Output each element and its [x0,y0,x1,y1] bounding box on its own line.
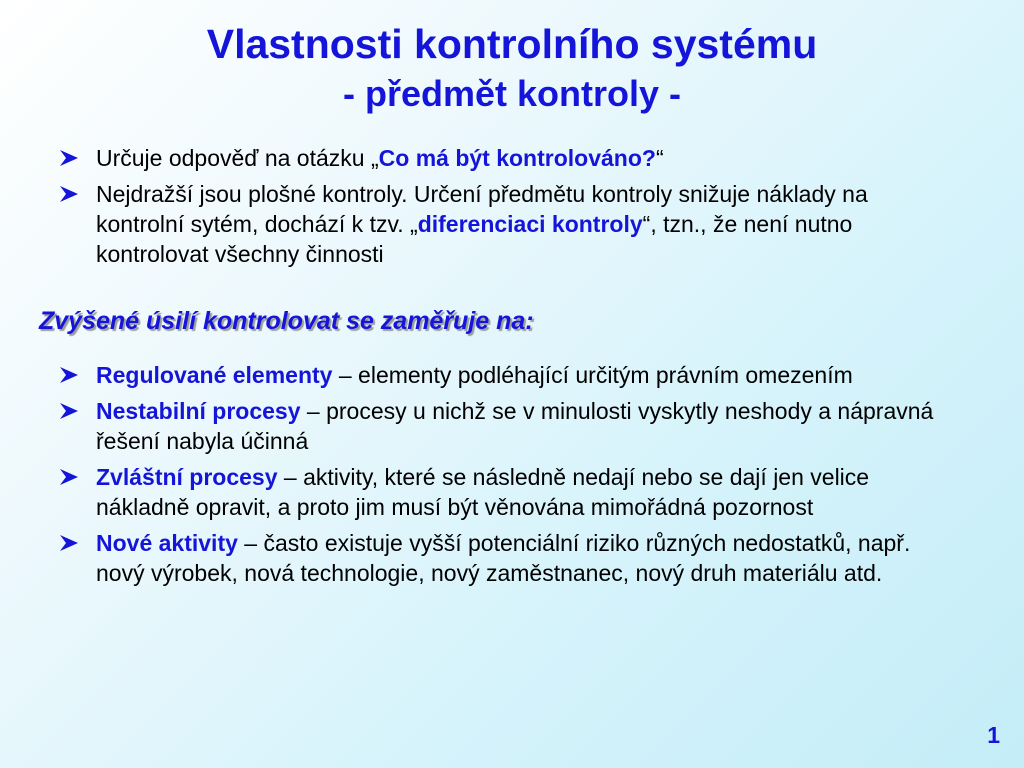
page-number: 1 [987,722,1000,748]
slide-subtitle: - předmět kontroly - [342,73,682,114]
item-text: “, tzn., že není nutno kontrolovat všechny činnosti [96,211,853,267]
item-highlight: Nestabilní procesy [96,398,301,424]
arrowhead-bullet-icon [58,528,82,558]
item-text: – procesy u nichž se v minulosti vyskytly neshody a nápravná řešení nabyla účinná [96,398,934,454]
list-item [58,360,958,390]
arrowhead-bullet-icon [58,396,82,426]
bullet-list-top [58,143,958,275]
item-text: “ [655,145,664,171]
arrowhead-bullet-icon [58,143,82,173]
item-text: – často existuje vyšší potenciální riziko různých nedostatků, např. nový výrobek, nová technologie, nový zaměstnanec, nový druh materiálu atd. [96,530,911,586]
list-item [58,179,958,269]
item-text: – aktivity, které se následně nedají nebo se dají jen velice nákladně opravit, a proto jim musí být věnována mimořádná pozornost [96,464,870,520]
item-highlight: Zvláštní procesy [96,464,278,490]
item-text: Nejdražší jsou plošné kontroly. Určení předmětu kontroly snižuje náklady na kontrolní sytém, dochází k tzv. „ [96,181,868,237]
item-text: Určuje odpověď na otázku „ [96,145,379,171]
item-text: – elementy podléhající určitým právním omezením [332,362,853,388]
arrowhead-bullet-icon [58,179,82,209]
item-highlight: Regulované elementy [96,362,333,388]
slide-title: Vlastnosti kontrolního systému [206,21,818,67]
bullet-list-bottom [58,360,958,594]
arrowhead-bullet-icon [58,360,82,390]
list-item [58,396,958,456]
section-heading: Zvýšené úsilí kontrolovat se zaměřuje na: [39,307,534,335]
list-item [58,528,958,588]
list-item [58,143,958,173]
list-item [58,462,958,522]
item-highlight: Nové aktivity [96,530,238,556]
arrowhead-bullet-icon [58,462,82,492]
item-highlight: diferenciaci kontroly [417,211,643,237]
item-highlight: Co má být kontrolováno? [378,145,656,171]
